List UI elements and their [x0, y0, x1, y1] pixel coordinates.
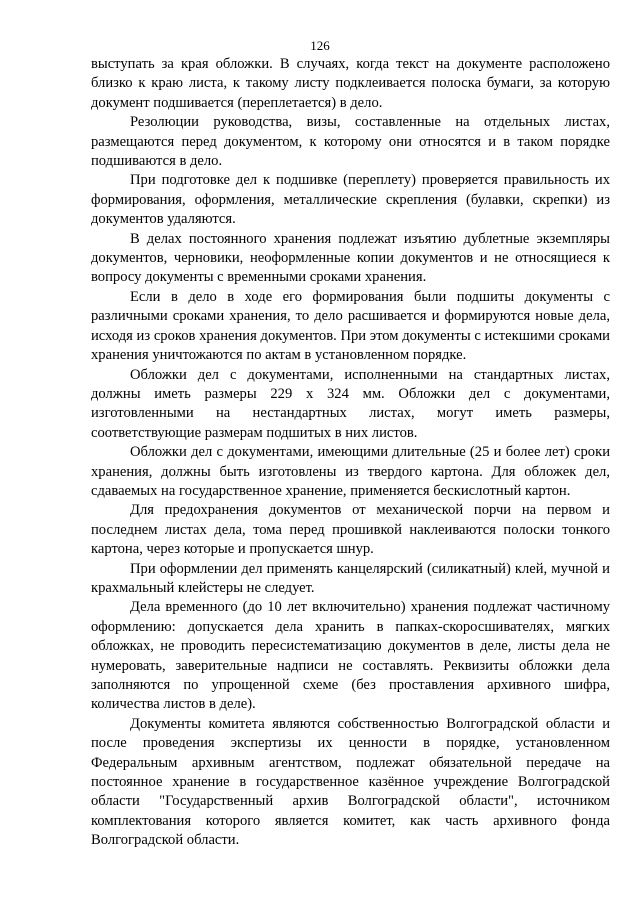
- page-number: 126: [310, 38, 330, 53]
- paragraph-resolutions: Резолюции руководства, визы, составленные на отдельных листах, размещаются перед документом, к которому они относятся и в таком порядке подшиваются в дело.: [91, 114, 610, 170]
- paragraph-cover-sizes: Обложки дел с документами, исполненными на стандартных листах, должны иметь размеры 229 х 324 мм. Обложки дел с документами, изготовленными на нестандартных листах, могут иметь размеры, соответствующие размерам подшитых в них листов.: [91, 366, 610, 441]
- paragraph-temporary-files: Дела временного (до 10 лет включительно) хранения подлежат частичному оформлению: допускается дела хранить в папках-скоросшивателях, мягких обложках, не проводить пересистематизацию документов в деле, листы дела не нумеровать, заверительные надписи не составлять. Реквизиты обложки дела заполняются по упрощенной схеме (без проставления архивного шифра, количества листов в деле).: [91, 599, 610, 713]
- paragraph-hard-covers: Обложки дел с документами, имеющими длительные (25 и более лет) сроки хранения, должны быть изготовлены из твердого картона. Для обложек дел, сдаваемых на государственное хранение, применяется бескислотный картон.: [91, 444, 610, 499]
- paragraph-glue-restriction: При оформлении дел применять канцелярский (силикатный) клей, мучной и крахмальный клейстеры не следует.: [91, 560, 610, 596]
- paragraph-storage-periods: Если в дело в ходе его формирования были подшиты документы с различными сроками хранения, то дело расшивается и формируются новые дела, исходя из сроков хранения документов. При этом документы с истекшими сроками хранения уничтожаются по актам в установленном порядке.: [91, 288, 610, 364]
- paragraph-duplicate-removal: В делах постоянного хранения подлежат изъятию дублетные экземпляры документов, черновики, неоформленные копии документов и не относящиеся к вопросу документы с временными сроками хранения.: [91, 230, 610, 286]
- paragraph-protection-strips: Для предохранения документов от механической порчи на первом и последнем листах дела, тома перед прошивкой наклеиваются полоски тонкого картона, через которые и пропускается шнур.: [91, 502, 610, 558]
- document-body: [91, 55, 610, 851]
- paragraph-continuation: выступать за края обложки. В случаях, когда текст на документе расположено близко к краю листа, к такому листу подклеивается полоска бумаги, за которую документ подшивается (переплетается) в дело.: [91, 56, 610, 111]
- paragraph-binding-preparation: При подготовке дел к подшивке (переплету) проверяется правильность их формирования, оформления, металлические скрепления (булавки, скрепки) из документов удаляются.: [91, 172, 610, 228]
- paragraph-archive-transfer: Документы комитета являются собственностью Волгоградской области и после проведения экспертизы их ценности в порядке, установленном Федеральным архивным агентством, подлежат обязательной передаче на постоянное хранение в государственное казённое учреждение Волгоградской области "Государственный архив Волгоградской области", источником комплектования которого является комитет, как часть архивного фонда Волгоградской области.: [91, 715, 610, 849]
